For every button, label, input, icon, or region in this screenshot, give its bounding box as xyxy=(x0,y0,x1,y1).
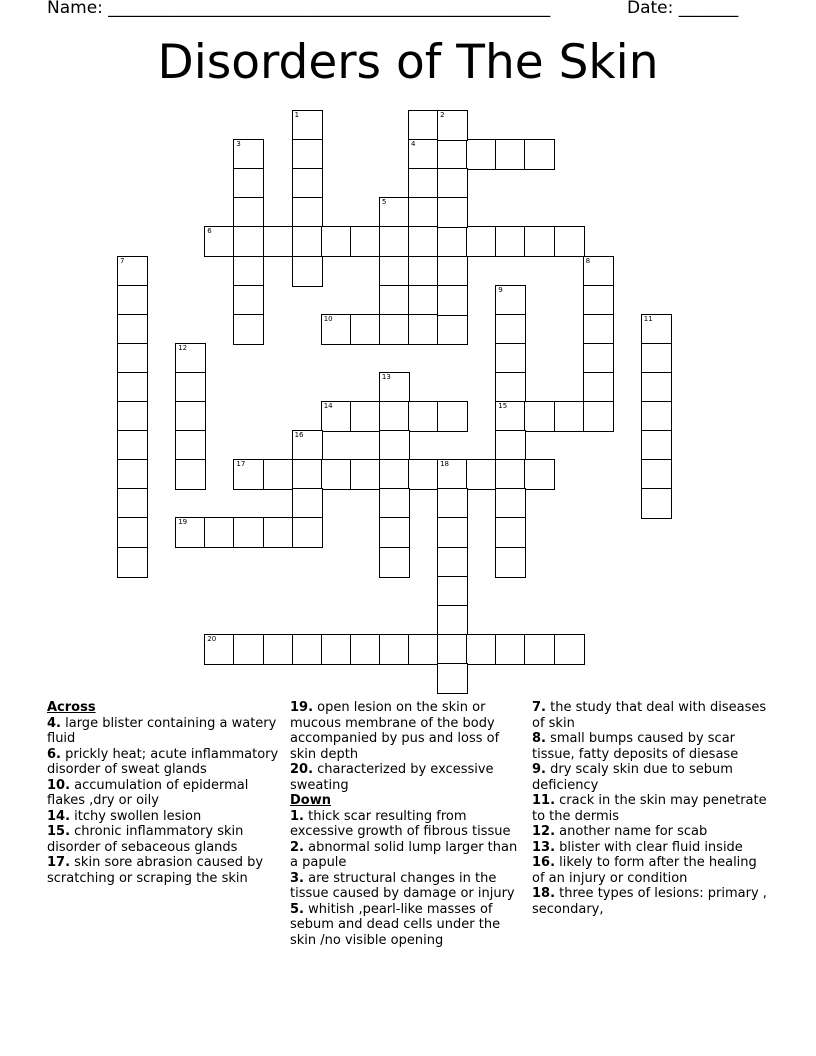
clue-item xyxy=(532,762,767,793)
clue-number-label: 12 xyxy=(178,343,188,352)
clue-text: blister with clear fluid inside xyxy=(555,839,743,855)
clue-text: three types of lesions: primary , secondary, xyxy=(532,886,767,917)
grid-cell[interactable] xyxy=(117,430,148,461)
grid-cell[interactable] xyxy=(117,285,148,316)
grid-cell[interactable] xyxy=(379,517,410,548)
clue-number: 5. xyxy=(290,901,304,917)
clue-item xyxy=(47,747,282,778)
grid-cell[interactable] xyxy=(554,226,585,257)
clue-number-label: 2 xyxy=(440,111,445,119)
grid-cell[interactable] xyxy=(175,401,206,432)
clue-item xyxy=(532,824,767,840)
grid-cell[interactable] xyxy=(437,401,468,432)
grid-cell[interactable] xyxy=(233,197,264,228)
grid-cell[interactable] xyxy=(641,488,672,519)
grid-cell[interactable] xyxy=(408,168,439,199)
grid-cell[interactable] xyxy=(321,459,352,490)
across-heading: Across xyxy=(47,700,96,715)
grid-cell[interactable] xyxy=(292,488,323,519)
clue-text: the study that deal with diseases of skin xyxy=(532,700,767,731)
grid-cell[interactable] xyxy=(437,285,468,316)
clue-number: 1. xyxy=(290,808,304,824)
clue-item xyxy=(47,778,282,809)
grid-cell[interactable] xyxy=(350,401,381,432)
clue-number: 12. xyxy=(532,824,556,839)
grid-cell[interactable] xyxy=(583,372,614,403)
down-clue-list-continued xyxy=(532,700,767,917)
clue-number: 11. xyxy=(532,793,556,808)
clue-item xyxy=(290,902,525,949)
grid-cell[interactable] xyxy=(466,459,497,490)
clue-item xyxy=(290,871,525,902)
page-title: Disorders of The Skin xyxy=(157,35,659,90)
clue-text: open lesion on the skin or mucous membrane of the body accompanied by pus and loss of skin depth xyxy=(290,700,500,762)
grid-cell[interactable] xyxy=(379,488,410,519)
grid-cell[interactable] xyxy=(408,314,439,345)
grid-cell[interactable] xyxy=(495,517,526,548)
grid-cell[interactable] xyxy=(437,256,468,287)
grid-cell[interactable] xyxy=(641,430,672,461)
clues-column-1 xyxy=(47,700,282,886)
grid-cell[interactable] xyxy=(350,226,381,257)
grid-cell[interactable] xyxy=(554,634,585,665)
grid-cell[interactable] xyxy=(379,430,410,461)
clue-item xyxy=(47,716,282,747)
clue-number-label: 13 xyxy=(381,372,391,381)
date-field-label: Date: _______ xyxy=(627,0,739,18)
grid-cell[interactable] xyxy=(583,285,614,316)
clue-item xyxy=(290,809,525,840)
grid-cell[interactable] xyxy=(437,139,468,170)
clue-number-label: 15 xyxy=(498,402,508,410)
grid-cell[interactable] xyxy=(641,401,672,432)
grid-cell[interactable] xyxy=(292,459,323,490)
clue-text: crack in the skin may penetrate to the dermis xyxy=(532,793,767,824)
clue-number: 17. xyxy=(47,855,71,870)
clue-number-label: 17 xyxy=(236,460,246,469)
grid-cell[interactable] xyxy=(204,517,235,548)
clue-text: another name for scab xyxy=(555,824,708,839)
clue-item xyxy=(532,700,767,731)
grid-cell[interactable] xyxy=(466,226,497,257)
grid-cell[interactable] xyxy=(495,430,526,461)
grid-cell[interactable] xyxy=(495,488,526,519)
grid-cell[interactable] xyxy=(292,168,323,199)
grid-cell[interactable] xyxy=(641,343,672,374)
grid-cell[interactable] xyxy=(117,459,148,490)
clue-item xyxy=(532,855,767,886)
grid-cell[interactable] xyxy=(233,168,264,199)
grid-cell[interactable] xyxy=(379,634,410,665)
grid-cell[interactable] xyxy=(408,401,439,432)
grid-cell[interactable] xyxy=(437,197,468,228)
grid-cell[interactable] xyxy=(117,488,148,519)
clue-number: 2. xyxy=(290,839,304,855)
grid-cell[interactable] xyxy=(350,459,381,490)
grid-cell[interactable] xyxy=(321,226,352,257)
grid-cell[interactable] xyxy=(117,517,148,548)
clue-item xyxy=(532,793,767,824)
grid-cell[interactable] xyxy=(263,459,294,490)
grid-cell[interactable] xyxy=(292,226,323,257)
clue-text: characterized by excessive sweating xyxy=(290,762,494,793)
clue-number: 13. xyxy=(532,839,556,855)
grid-cell[interactable] xyxy=(408,634,439,665)
grid-cell[interactable] xyxy=(292,256,323,287)
grid-cell[interactable] xyxy=(379,226,410,257)
clue-number: 10. xyxy=(47,777,71,793)
clue-text: abnormal solid lump larger than a papule xyxy=(290,839,518,870)
clue-number: 3. xyxy=(290,870,304,886)
clue-text: prickly heat; acute inflammatory disorder of sweat glands xyxy=(47,746,279,777)
grid-cell[interactable] xyxy=(408,226,439,257)
clue-item xyxy=(532,840,767,856)
grid-cell[interactable] xyxy=(379,256,410,287)
grid-cell[interactable] xyxy=(524,226,555,257)
clues-column-3 xyxy=(532,700,767,917)
grid-cell[interactable] xyxy=(350,634,381,665)
grid-cell[interactable] xyxy=(641,459,672,490)
clue-number-label: 9 xyxy=(498,285,503,294)
grid-cell[interactable] xyxy=(263,226,294,257)
grid-cell[interactable] xyxy=(437,517,468,548)
clue-text: likely to form after the healing of an injury or condition xyxy=(532,855,757,886)
grid-cell[interactable] xyxy=(233,256,264,287)
grid-cell[interactable] xyxy=(437,314,468,345)
grid-cell[interactable] xyxy=(117,547,148,578)
grid-cell[interactable] xyxy=(495,372,526,403)
grid-cell[interactable] xyxy=(292,197,323,228)
clue-item xyxy=(47,809,282,825)
clue-text: small bumps caused by scar tissue, fatty deposits of diesase xyxy=(532,731,739,762)
grid-cell[interactable] xyxy=(321,634,352,665)
clue-number-label: 6 xyxy=(207,227,212,236)
grid-cell[interactable] xyxy=(292,517,323,548)
grid-cell[interactable] xyxy=(175,459,206,490)
clue-number-label: 10 xyxy=(323,314,333,323)
grid-cell[interactable] xyxy=(117,314,148,345)
grid-cell[interactable] xyxy=(379,459,410,490)
clue-item xyxy=(290,840,525,871)
grid-cell[interactable] xyxy=(117,372,148,403)
clue-number-label: 5 xyxy=(381,198,387,207)
grid-cell[interactable] xyxy=(495,343,526,374)
grid-cell[interactable] xyxy=(379,547,410,578)
grid-cell[interactable] xyxy=(408,197,439,228)
grid-cell[interactable] xyxy=(292,139,323,170)
clue-item xyxy=(47,855,282,886)
clue-number-label: 7 xyxy=(120,256,125,265)
across-clue-list-continued xyxy=(290,700,525,793)
clue-number-label: 19 xyxy=(178,518,188,527)
clue-item xyxy=(532,886,767,917)
clue-text: accumulation of epidermal flakes ,dry or oily xyxy=(47,777,249,808)
grid-cell[interactable] xyxy=(437,634,468,665)
grid-cell[interactable] xyxy=(524,459,555,490)
grid-cell[interactable] xyxy=(379,285,410,316)
grid-cell[interactable] xyxy=(495,314,526,345)
clue-number: 18. xyxy=(532,886,556,901)
grid-cell[interactable] xyxy=(466,139,497,170)
clue-number: 14. xyxy=(47,808,71,824)
grid-cell[interactable] xyxy=(117,401,148,432)
clue-text: are structural changes in the tissue caused by damage or injury xyxy=(290,870,515,901)
grid-cell[interactable] xyxy=(495,547,526,578)
grid-cell[interactable] xyxy=(641,372,672,403)
grid-cell[interactable] xyxy=(263,517,294,548)
grid-cell[interactable] xyxy=(408,285,439,316)
grid-cell[interactable] xyxy=(379,401,410,432)
down-heading: Down xyxy=(290,793,331,808)
grid-cell[interactable] xyxy=(175,430,206,461)
clue-number: 20. xyxy=(290,762,314,777)
clue-text: chronic inflammatory skin disorder of sebaceous glands xyxy=(47,824,244,855)
grid-cell[interactable] xyxy=(379,314,410,345)
clue-number: 8. xyxy=(532,731,546,746)
clue-number-label: 11 xyxy=(643,314,653,323)
grid-cell[interactable] xyxy=(233,226,264,257)
grid-cell[interactable] xyxy=(524,139,555,170)
clue-item xyxy=(290,762,525,793)
grid-cell[interactable] xyxy=(437,168,468,199)
clue-text: itchy swollen lesion xyxy=(70,808,202,824)
clue-text: large blister containing a watery fluid xyxy=(47,715,277,746)
clue-number-label: 4 xyxy=(411,140,416,149)
grid-cell[interactable] xyxy=(437,226,468,257)
grid-cell[interactable] xyxy=(408,110,439,141)
grid-cell[interactable] xyxy=(292,634,323,665)
clue-text: whitish ,pearl-like masses of sebum and dead cells under the skin /no visible opening xyxy=(290,901,501,948)
grid-cell[interactable] xyxy=(583,314,614,345)
grid-cell[interactable] xyxy=(233,517,264,548)
grid-cell[interactable] xyxy=(437,663,468,694)
grid-cell[interactable] xyxy=(495,459,526,490)
grid-cell[interactable] xyxy=(437,576,468,607)
grid-cell[interactable] xyxy=(495,226,526,257)
name-field-label: Name: ____________________________________________________ xyxy=(47,0,551,18)
grid-cell[interactable] xyxy=(117,343,148,374)
clue-number: 4. xyxy=(47,715,61,731)
grid-cell[interactable] xyxy=(466,634,497,665)
grid-cell[interactable] xyxy=(524,634,555,665)
clue-number-label: 18 xyxy=(440,460,450,469)
grid-cell[interactable] xyxy=(495,634,526,665)
clue-number-label: 20 xyxy=(207,634,217,643)
clue-number: 9. xyxy=(532,762,546,777)
clue-number: 16. xyxy=(532,855,556,870)
clue-text: dry scaly skin due to sebum deficiency xyxy=(532,762,733,793)
across-clue-list xyxy=(47,716,282,887)
clue-number-label: 16 xyxy=(294,431,304,440)
grid-cell[interactable] xyxy=(263,634,294,665)
clues-column-2 xyxy=(290,700,525,948)
clue-item xyxy=(532,731,767,762)
grid-cell[interactable] xyxy=(175,372,206,403)
clue-text: skin sore abrasion caused by scratching or scraping the skin xyxy=(47,855,264,886)
grid-cell[interactable] xyxy=(408,459,439,490)
grid-cell[interactable] xyxy=(350,314,381,345)
clue-item xyxy=(47,824,282,855)
clue-number: 15. xyxy=(47,824,71,839)
grid-cell[interactable] xyxy=(233,634,264,665)
grid-cell[interactable] xyxy=(437,488,468,519)
clue-number-label: 3 xyxy=(236,140,241,149)
clue-number: 19. xyxy=(290,700,314,715)
grid-cell[interactable] xyxy=(437,547,468,578)
clue-number-label: 8 xyxy=(585,256,591,265)
clue-number: 6. xyxy=(47,746,61,762)
grid-cell[interactable] xyxy=(437,605,468,636)
clue-text: thick scar resulting from excessive growth of fibrous tissue xyxy=(290,808,511,839)
grid-cell[interactable] xyxy=(233,285,264,316)
grid-cell[interactable] xyxy=(583,343,614,374)
clue-number: 7. xyxy=(532,700,546,715)
grid-cell[interactable] xyxy=(554,401,585,432)
grid-cell[interactable] xyxy=(583,401,614,432)
clue-number-label: 1 xyxy=(294,111,300,119)
clue-item xyxy=(290,700,525,762)
grid-cell[interactable] xyxy=(233,314,264,345)
grid-cell[interactable] xyxy=(495,139,526,170)
clue-number-label: 14 xyxy=(323,402,333,410)
grid-cell[interactable] xyxy=(408,256,439,287)
grid-cell[interactable] xyxy=(524,401,555,432)
down-clue-list xyxy=(290,809,525,949)
